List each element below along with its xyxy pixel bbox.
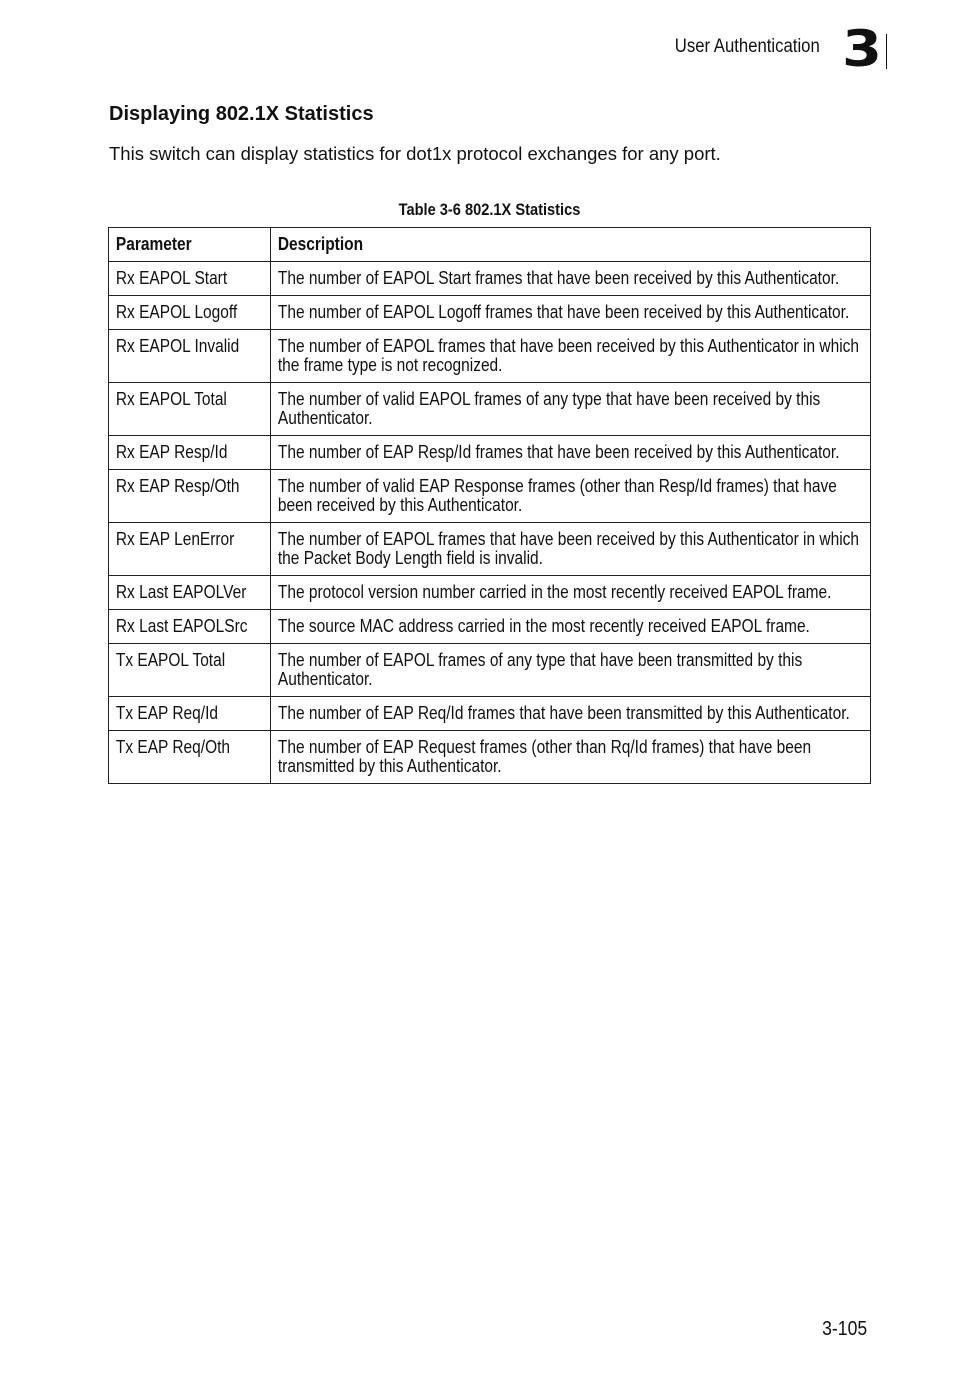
parameter-cell: Rx Last EAPOLSrc — [109, 610, 271, 644]
intro-paragraph: This switch can display statistics for dot1x protocol exchanges for any port. — [109, 143, 721, 164]
table-row — [109, 523, 871, 576]
parameter-cell: Rx EAP LenError — [109, 523, 271, 576]
description-cell: The number of EAPOL Logoff frames that have been received by this Authenticator. — [271, 296, 871, 330]
table-row — [109, 731, 871, 784]
chapter-number: 3 — [842, 20, 883, 78]
section-title: Displaying 802.1X Statistics — [109, 103, 374, 125]
parameter-cell: Rx EAPOL Logoff — [109, 296, 271, 330]
parameter-cell: Tx EAP Req/Id — [109, 697, 271, 731]
table-row — [109, 470, 871, 523]
description-cell: The source MAC address carried in the most recently received EAPOL frame. — [271, 610, 871, 644]
description-cell: The number of EAPOL Start frames that have been received by this Authenticator. — [271, 262, 871, 296]
description-cell: The number of valid EAP Response frames (other than Resp/Id frames) that have been received by this Authenticator. — [271, 470, 871, 523]
parameter-cell: Tx EAPOL Total — [109, 644, 271, 697]
table-row — [109, 262, 871, 296]
parameter-cell: Tx EAP Req/Oth — [109, 731, 271, 784]
parameter-cell: Rx EAPOL Total — [109, 383, 271, 436]
parameter-cell: Rx Last EAPOLVer — [109, 576, 271, 610]
chapter-divider — [886, 34, 887, 69]
table-row — [109, 576, 871, 610]
table-header-row — [109, 228, 871, 262]
description-cell: The number of EAPOL frames of any type that have been transmitted by this Authenticator. — [271, 644, 871, 697]
description-cell: The number of EAP Req/Id frames that have been transmitted by this Authenticator. — [271, 697, 871, 731]
table-body — [109, 262, 871, 784]
table-row — [109, 436, 871, 470]
description-cell: The number of valid EAPOL frames of any type that have been received by this Authenticator. — [271, 383, 871, 436]
table-row — [109, 610, 871, 644]
column-header-description: Description — [271, 228, 871, 262]
description-cell: The number of EAP Request frames (other than Rq/Id frames) that have been transmitted by this Authenticator. — [271, 731, 871, 784]
running-header: User Authentication — [675, 36, 820, 57]
page-number: 3-105 — [821, 1318, 867, 1340]
table-row — [109, 296, 871, 330]
table-row — [109, 644, 871, 697]
column-header-parameter: Parameter — [109, 228, 271, 262]
parameter-cell: Rx EAPOL Invalid — [109, 330, 271, 383]
description-cell: The protocol version number carried in the most recently received EAPOL frame. — [271, 576, 871, 610]
parameter-cell: Rx EAP Resp/Id — [109, 436, 271, 470]
description-cell: The number of EAP Resp/Id frames that have been received by this Authenticator. — [271, 436, 871, 470]
statistics-table — [108, 227, 871, 784]
description-cell: The number of EAPOL frames that have been received by this Authenticator in which the frame type is not recognized. — [271, 330, 871, 383]
table-row — [109, 330, 871, 383]
table-row — [109, 697, 871, 731]
parameter-cell: Rx EAPOL Start — [109, 262, 271, 296]
table-row — [109, 383, 871, 436]
parameter-cell: Rx EAP Resp/Oth — [109, 470, 271, 523]
description-cell: The number of EAPOL frames that have been received by this Authenticator in which the Packet Body Length field is invalid. — [271, 523, 871, 576]
table-caption: Table 3-6 802.1X Statistics — [398, 200, 581, 219]
